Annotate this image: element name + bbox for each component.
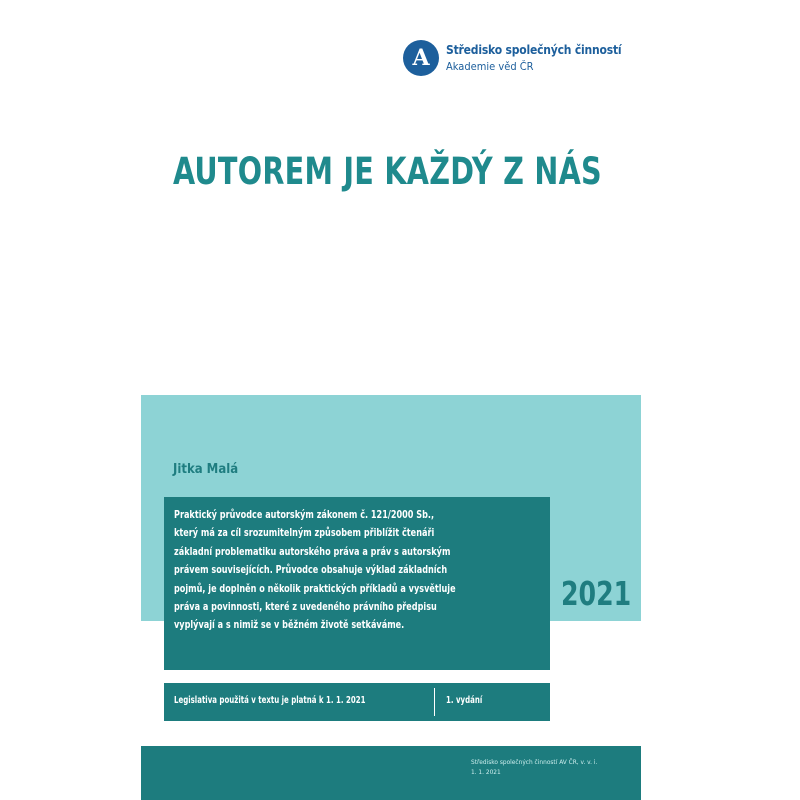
- logo-subname: Akademie věd ČR: [446, 60, 534, 73]
- publisher-logo: [403, 40, 641, 80]
- book-title: AUTOREM JE KAŽDÝ Z NÁS: [173, 150, 602, 193]
- publisher-line: Středisko společných činností AV ČR, v. v. i.: [471, 758, 598, 766]
- abstract-line: Praktický průvodce autorským zákonem č. 121/2000 Sb.,: [174, 508, 435, 521]
- abstract-line: základní problematiku autorského práva a práv s autorským: [174, 544, 451, 558]
- publisher-imprint: [471, 757, 597, 777]
- logo-name: Středisko společných činností: [446, 43, 622, 57]
- edition-info-box: [164, 683, 550, 721]
- abstract-line: pojmů, je doplněn o několik praktických příkladů a vysvětluje: [174, 581, 456, 595]
- logo-emblem-icon: [403, 40, 439, 76]
- publication-year: 2021: [561, 574, 632, 613]
- bottom-bar: [141, 746, 641, 800]
- abstract-line: vyplývají a s nimiž se v běžném životě setkáváme.: [174, 618, 405, 632]
- abstract-text: [174, 506, 540, 635]
- abstract-line: práva a povinnosti, které z uvedeného právního předpisu: [174, 600, 437, 614]
- author-name: Jitka Malá: [173, 462, 239, 477]
- divider: [434, 688, 435, 716]
- abstract-line: který má za cíl srozumitelným způsobem přiblížit čtenáři: [174, 526, 435, 540]
- publisher-date: 1. 1. 2021: [471, 768, 501, 776]
- legislation-note: Legislativa použitá v textu je platná k 1. 1. 2021: [174, 695, 366, 706]
- edition-label: 1. vydání: [446, 695, 483, 706]
- book-cover: [141, 0, 641, 800]
- logo-mark-letter: A: [412, 45, 430, 71]
- abstract-box: [164, 497, 550, 670]
- abstract-line: právem souvisejících. Průvodce obsahuje výklad základních: [174, 563, 448, 577]
